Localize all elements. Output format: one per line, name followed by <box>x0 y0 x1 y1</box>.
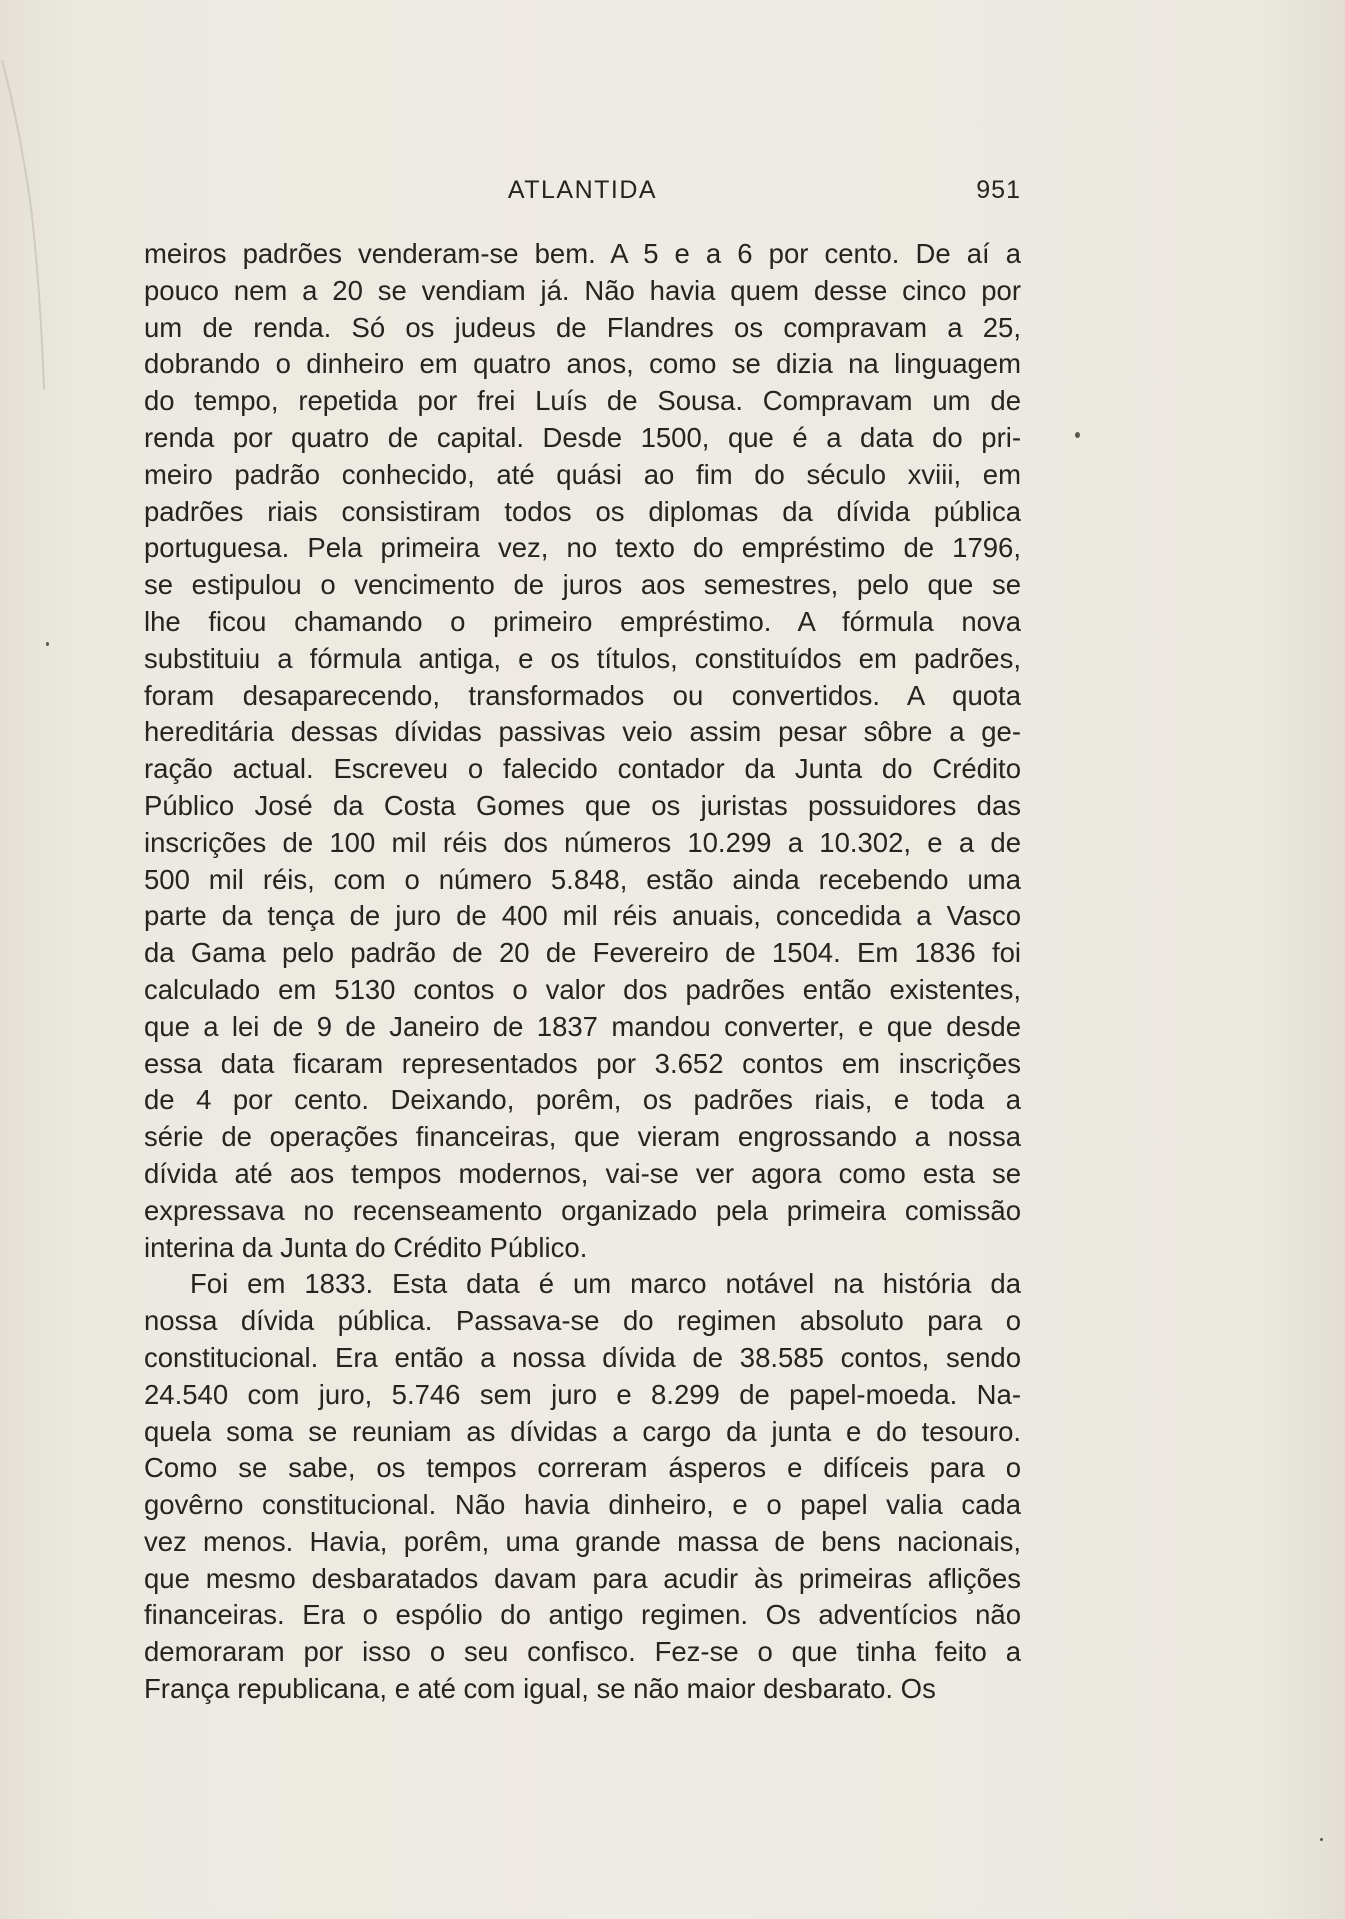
text-line: essa data ficaram representados por 3.652 contos em inscrições <box>144 1047 1021 1079</box>
body-text <box>144 236 1021 1708</box>
text-line: que mesmo desbaratados davam para acudir às primeiras aflições <box>144 1562 1021 1594</box>
text-line: da Gama pelo padrão de 20 de Fevereiro de 1504. Em 1836 foi <box>144 937 1021 969</box>
text-line: dobrando o dinheiro em quatro anos, como se dizia na linguagem <box>144 348 1021 380</box>
text-line: renda por quatro de capital. Desde 1500, que é a data do pri- <box>144 421 1021 453</box>
text-line: calculado em 5130 contos o valor dos padrões então existentes, <box>144 973 1021 1005</box>
text-line: pouco nem a 20 se vendiam já. Não havia quem desse cinco por <box>144 274 1021 306</box>
text-line: França republicana, e até com igual, se não maior desbarato. Os <box>144 1673 936 1705</box>
text-line: nossa dívida pública. Passava-se do regimen absoluto para o <box>144 1305 1021 1337</box>
margin-speck <box>1320 1838 1323 1841</box>
text-line: Público José da Costa Gomes que os juristas possuidores das <box>144 789 1021 821</box>
text-line: padrões riais consistiram todos os diplomas da dívida pública <box>144 495 1021 527</box>
text-line: portuguesa. Pela primeira vez, no texto do empréstimo de 1796, <box>144 532 1021 564</box>
margin-speck <box>1075 432 1080 438</box>
text-line: um de renda. Só os judeus de Flandres os compravam a 25, <box>144 311 1021 343</box>
text-line: constitucional. Era então a nossa dívida de 38.585 contos, sendo <box>144 1341 1021 1373</box>
text-line: 500 mil réis, com o número 5.848, estão ainda recebendo uma <box>144 863 1021 895</box>
running-title: ATLANTIDA <box>507 176 658 204</box>
text-line: ração actual. Escreveu o falecido contador da Junta do Crédito <box>144 753 1021 785</box>
paragraph <box>144 1266 1021 1708</box>
margin-speck <box>46 642 49 646</box>
text-line: expressava no recenseamento organizado pela primeira comissão <box>144 1194 1021 1226</box>
text-line: govêrno constitucional. Não havia dinheiro, e o papel valia cada <box>144 1489 1021 1521</box>
text-line: inscrições de 100 mil réis dos números 10.299 a 10.302, e a de <box>144 826 1021 858</box>
text-line: substituiu a fórmula antiga, e os títulos, constituídos em padrões, <box>144 642 1021 674</box>
text-line: vez menos. Havia, porêm, uma grande massa de bens nacionais, <box>144 1525 1021 1557</box>
text-line: demoraram por isso o seu confisco. Fez-se o que tinha feito a <box>144 1636 1021 1668</box>
page-header <box>144 176 1021 210</box>
text-line: se estipulou o vencimento de juros aos semestres, pelo que se <box>144 569 1021 601</box>
text-line: foram desaparecendo, transformados ou convertidos. A quota <box>144 679 1021 711</box>
page-number: 951 <box>976 176 1021 204</box>
text-line: financeiras. Era o espólio do antigo regimen. Os adventícios não <box>144 1599 1021 1631</box>
text-line: dívida até aos tempos modernos, vai-se ver agora como esta se <box>144 1157 1021 1189</box>
text-line: hereditária dessas dívidas passivas veio assim pesar sôbre a ge- <box>144 716 1021 748</box>
text-line: do tempo, repetida por frei Luís de Sousa. Compravam um de <box>144 385 1021 417</box>
text-line: parte da tença de juro de 400 mil réis anuais, concedida a Vasco <box>144 900 1021 932</box>
text-line: meiro padrão conhecido, até quási ao fim do século xviii, em <box>144 458 1021 490</box>
text-line: lhe ficou chamando o primeiro empréstimo. A fórmula nova <box>144 605 1021 637</box>
text-line: quela soma se reuniam as dívidas a cargo da junta e do tesouro. <box>144 1415 1021 1447</box>
text-line: série de operações financeiras, que vieram engrossando a nossa <box>144 1121 1021 1153</box>
paragraph <box>144 236 1021 1266</box>
text-line: de 4 por cento. Deixando, porêm, os padrões riais, e toda a <box>144 1084 1021 1116</box>
text-line: Como se sabe, os tempos correram ásperos e difíceis para o <box>144 1452 1021 1484</box>
text-line: meiros padrões venderam-se bem. A 5 e a 6 por cento. De aí a <box>144 238 1021 269</box>
text-line: que a lei de 9 de Janeiro de 1837 mandou converter, e que desde <box>144 1010 1021 1042</box>
text-line: Foi em 1833. Esta data é um marco notável na história da <box>190 1268 1021 1300</box>
text-line: 24.540 com juro, 5.746 sem juro e 8.299 de papel-moeda. Na- <box>144 1378 1021 1410</box>
page-fold-mark <box>0 0 60 400</box>
text-line: interina da Junta do Crédito Público. <box>144 1231 588 1263</box>
